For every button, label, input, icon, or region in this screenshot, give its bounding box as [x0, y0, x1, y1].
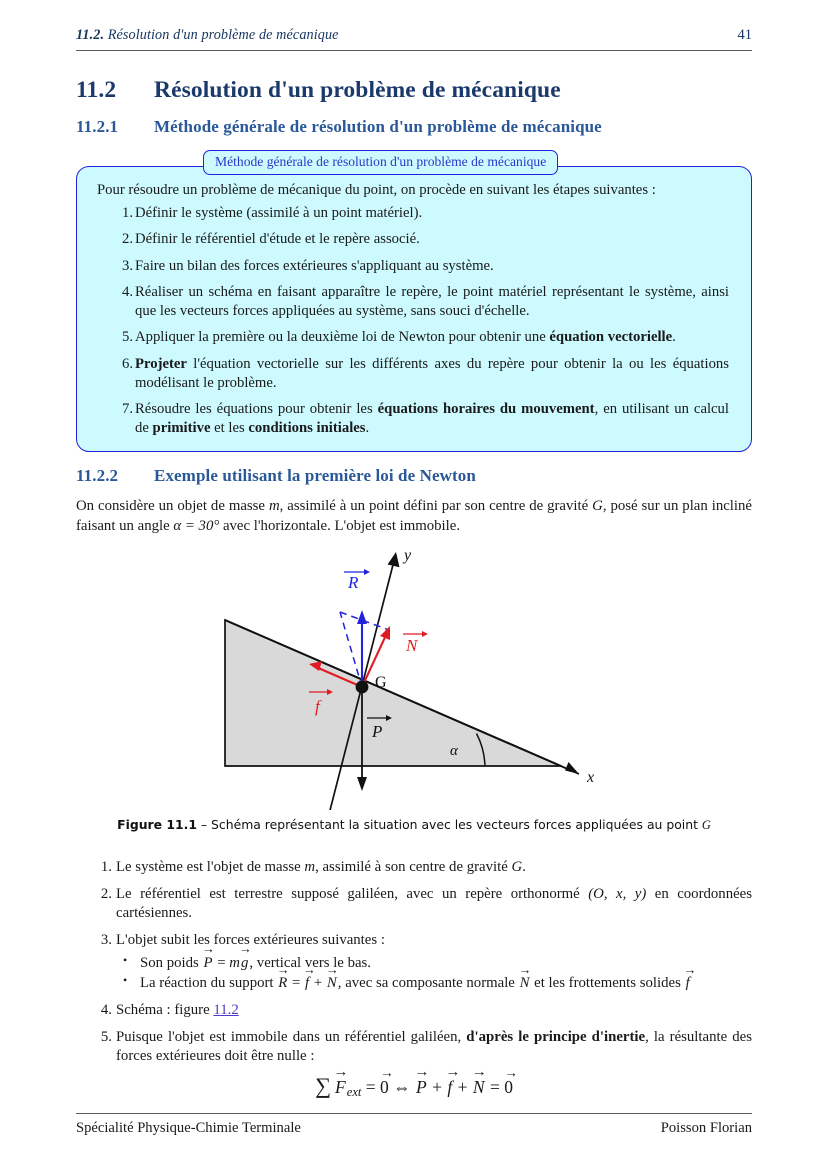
figure-11-1: [76, 540, 752, 840]
symbol-vector-f: f →: [304, 974, 310, 994]
step-text-5b: , la résultante des forces extérieures doit être nulle :: [116, 1028, 752, 1065]
method-step-text: Résoudre les équations pour obtenir les: [135, 401, 378, 418]
force-text-reaction-b: , avec sa composante normale: [337, 975, 519, 992]
symbol-center-of-gravity: G: [592, 498, 603, 514]
symbol-vector-P-eq: P →: [415, 1077, 428, 1098]
method-step-emphasis: Projeter: [135, 355, 187, 372]
symbol-center-of-gravity: G: [511, 859, 523, 875]
force-text-reaction-a: La réaction du support: [140, 975, 278, 992]
symbol-vector-N-eq: N →: [472, 1077, 486, 1098]
vector-R-label: R: [348, 573, 359, 592]
vector-N-label-arrowhead: [422, 631, 428, 637]
symbol-mass: m: [304, 859, 316, 875]
running-head-title: [76, 27, 339, 44]
vector-f-label: f: [315, 697, 320, 716]
x-axis-arrowhead: [565, 762, 579, 774]
symbol-mass: m: [229, 954, 240, 971]
callout-title-tab: Méthode générale de résolution d'un problème de mécanique: [203, 150, 558, 175]
vector-P-arrowhead: [357, 777, 367, 791]
plus-sign-2: +: [453, 1077, 472, 1097]
plus-sign-1: +: [427, 1077, 447, 1097]
example-step-2: [76, 885, 752, 924]
example-step-3: [76, 931, 752, 994]
method-step-emphasis-2: primitive: [152, 420, 211, 437]
symbol-reference-frame: (O, x, y): [588, 885, 647, 902]
method-step: [93, 400, 729, 439]
page-footer: [76, 1120, 752, 1137]
figure-caption: [76, 817, 752, 833]
symbol-vector-P: P →: [203, 954, 214, 974]
section-heading-number: 11.2: [76, 77, 117, 103]
symbol-vector-f-eq: f →: [446, 1077, 453, 1098]
footer-divider: [76, 1113, 752, 1114]
header-divider: [76, 50, 752, 51]
method-step-emphasis: équations horaires du mouvement: [377, 401, 595, 418]
method-step: [93, 355, 729, 394]
x-axis-label: x: [587, 769, 595, 786]
method-step-text-end: .: [365, 420, 370, 437]
method-step-text-mid-2: et les: [210, 420, 249, 437]
angle-alpha-label: α: [450, 743, 458, 759]
force-text-weight-b: , vertical vers le bas.: [249, 954, 372, 971]
symbol-angle-value: α = 30°: [173, 517, 220, 534]
method-step-text-mid: , en utilisant un calcul de: [135, 401, 729, 437]
symbol-vector-f-2: f →: [685, 974, 691, 994]
vector-R-label-arrowhead: [364, 569, 370, 575]
subsection-heading-11-2-1: [76, 117, 602, 137]
footer-right-text: Poisson Florian: [660, 1120, 752, 1136]
step-text-1c: .: [522, 859, 526, 875]
method-step-text: Définir le système (assimilé à un point matériel).: [135, 205, 423, 222]
symbol-vector-zero-2: 0 →: [504, 1077, 513, 1098]
symbol-vector-F: F →: [334, 1077, 347, 1098]
intro-text-1: On considère un objet de masse: [76, 498, 269, 514]
force-item-reaction: • La réaction du support R → = f → + N →, avec sa composante normale N → et les frottements solides f →: [116, 974, 752, 994]
iff-symbol: ⇔: [388, 1077, 416, 1097]
example-step-1: [76, 858, 752, 878]
vector-N-arrowhead: [380, 626, 390, 640]
intro-text-3: , posé sur un plan incliné faisant un angle: [76, 498, 752, 534]
running-head: [76, 27, 752, 44]
running-head-section-number: 11.2.: [76, 27, 105, 43]
section-heading-11-2: [76, 77, 561, 104]
page-number: 41: [737, 27, 752, 43]
method-step: [93, 230, 729, 249]
method-step: [93, 283, 729, 322]
force-text-weight-a: Son poids: [140, 954, 203, 971]
step-text-1a: Le système est l'objet de masse: [116, 859, 305, 875]
symbol-vector-zero-1: 0 →: [380, 1077, 389, 1098]
step-text-2a: Le référentiel est terrestre supposé galiléen, avec un repère orthonormé: [116, 885, 589, 902]
figure-caption-dash: –: [196, 817, 212, 832]
method-step-text: l'équation vectorielle sur les différents axes du repère pour obtenir la ou les équations modélisant le problème.: [135, 355, 729, 391]
symbol-vector-N: N →: [326, 974, 338, 994]
subsection-heading-11-2-2: [76, 466, 476, 486]
method-step-text: Faire un bilan des forces extérieures s'appliquant au système.: [135, 257, 494, 274]
method-step-text: Appliquer la première ou la deuxième loi de Newton pour obtenir une: [135, 329, 550, 346]
method-step-text: Définir le référentiel d'étude et le repère associé.: [135, 231, 420, 248]
equilibrium-equation: [76, 1073, 752, 1100]
method-step-emphasis: équation vectorielle: [549, 329, 673, 346]
example-step-5: [76, 1028, 752, 1067]
subsection-heading-number: 11.2.2: [76, 466, 119, 485]
figure-11-2-link[interactable]: 11.2: [213, 1002, 239, 1019]
vector-R-arrowhead: [357, 610, 367, 624]
symbol-vector-g: g →: [240, 954, 249, 974]
symbol-vector-R: R →: [277, 974, 288, 994]
section-heading-text: Résolution d'un problème de mécanique: [154, 77, 561, 103]
point-G-marker: [356, 681, 369, 694]
method-step: [93, 328, 729, 347]
method-step-emphasis-3: conditions initiales: [248, 420, 366, 437]
figure-caption-label: Figure 11.1: [117, 817, 197, 832]
force-text-reaction-c: et les frottements solides: [530, 975, 685, 992]
force-item-weight: • Son poids P → = mg →, vertical vers le bas.: [116, 954, 752, 974]
vector-P-label: P: [372, 722, 383, 741]
method-step-text: Réaliser un schéma en faisant apparaître le repère, le point matériel représentant le système, ainsi que les vecteurs forces appliquées au système, sans souci d'échelle.: [135, 283, 729, 320]
step-emphasis-inertia: d'après le principe d'inertie: [466, 1028, 646, 1045]
figure-caption-text: Schéma représentant la situation avec les vecteurs forces appliquées au point: [211, 817, 702, 832]
equals-sign-2: =: [485, 1077, 505, 1097]
example-intro-paragraph: [76, 497, 752, 537]
subsection-heading-number: 11.2.1: [76, 117, 119, 136]
method-step-text-end: .: [672, 329, 676, 346]
subsection-heading-text: Méthode générale de résolution d'un problème de mécanique: [154, 117, 602, 136]
method-step: [93, 204, 729, 223]
figure-caption-point: G: [701, 818, 711, 832]
callout-intro-text: Pour résoudre un problème de mécanique du point, on procède en suivant les étapes suivantes :: [97, 182, 656, 198]
subsection-heading-text: Exemple utilisant la première loi de Newton: [154, 466, 476, 485]
inclined-plane-diagram: [76, 540, 752, 810]
symbol-mass: m: [268, 498, 280, 514]
intro-text-2: , assimilé à un point défini par son centre de gravité: [279, 498, 593, 514]
y-axis-arrowhead: [388, 552, 400, 567]
example-step-4: [76, 1001, 752, 1021]
step-text-3a: L'objet subit les forces extérieures suivantes :: [116, 932, 385, 949]
step-text-4a: Schéma : figure: [116, 1002, 214, 1019]
step-text-1b: , assimilé à son centre de gravité: [315, 859, 512, 875]
intro-text-4: avec l'horizontale. L'objet est immobile.: [219, 517, 461, 534]
forces-sub-list: [116, 954, 752, 994]
method-step: [93, 257, 729, 276]
sum-symbol: ∑: [315, 1073, 332, 1098]
method-steps-list: [93, 204, 735, 439]
step-text-2b: en coordonnées cartésiennes.: [116, 885, 752, 922]
running-head-section-title: Résolution d'un problème de mécanique: [107, 27, 339, 43]
equals-sign-1: =: [361, 1077, 381, 1097]
vector-N-label: N: [406, 636, 418, 655]
method-callout-box: [76, 166, 752, 452]
point-G-label: G: [375, 674, 387, 691]
subscript-ext: ext: [346, 1084, 362, 1099]
example-steps-list: [76, 858, 752, 1074]
y-axis-label: y: [404, 547, 412, 564]
footer-left-text: Spécialité Physique-Chimie Terminale: [76, 1120, 301, 1136]
step-text-5a: Puisque l'objet est immobile dans un référentiel galiléen,: [116, 1028, 467, 1045]
symbol-vector-N-2: N →: [519, 974, 531, 994]
